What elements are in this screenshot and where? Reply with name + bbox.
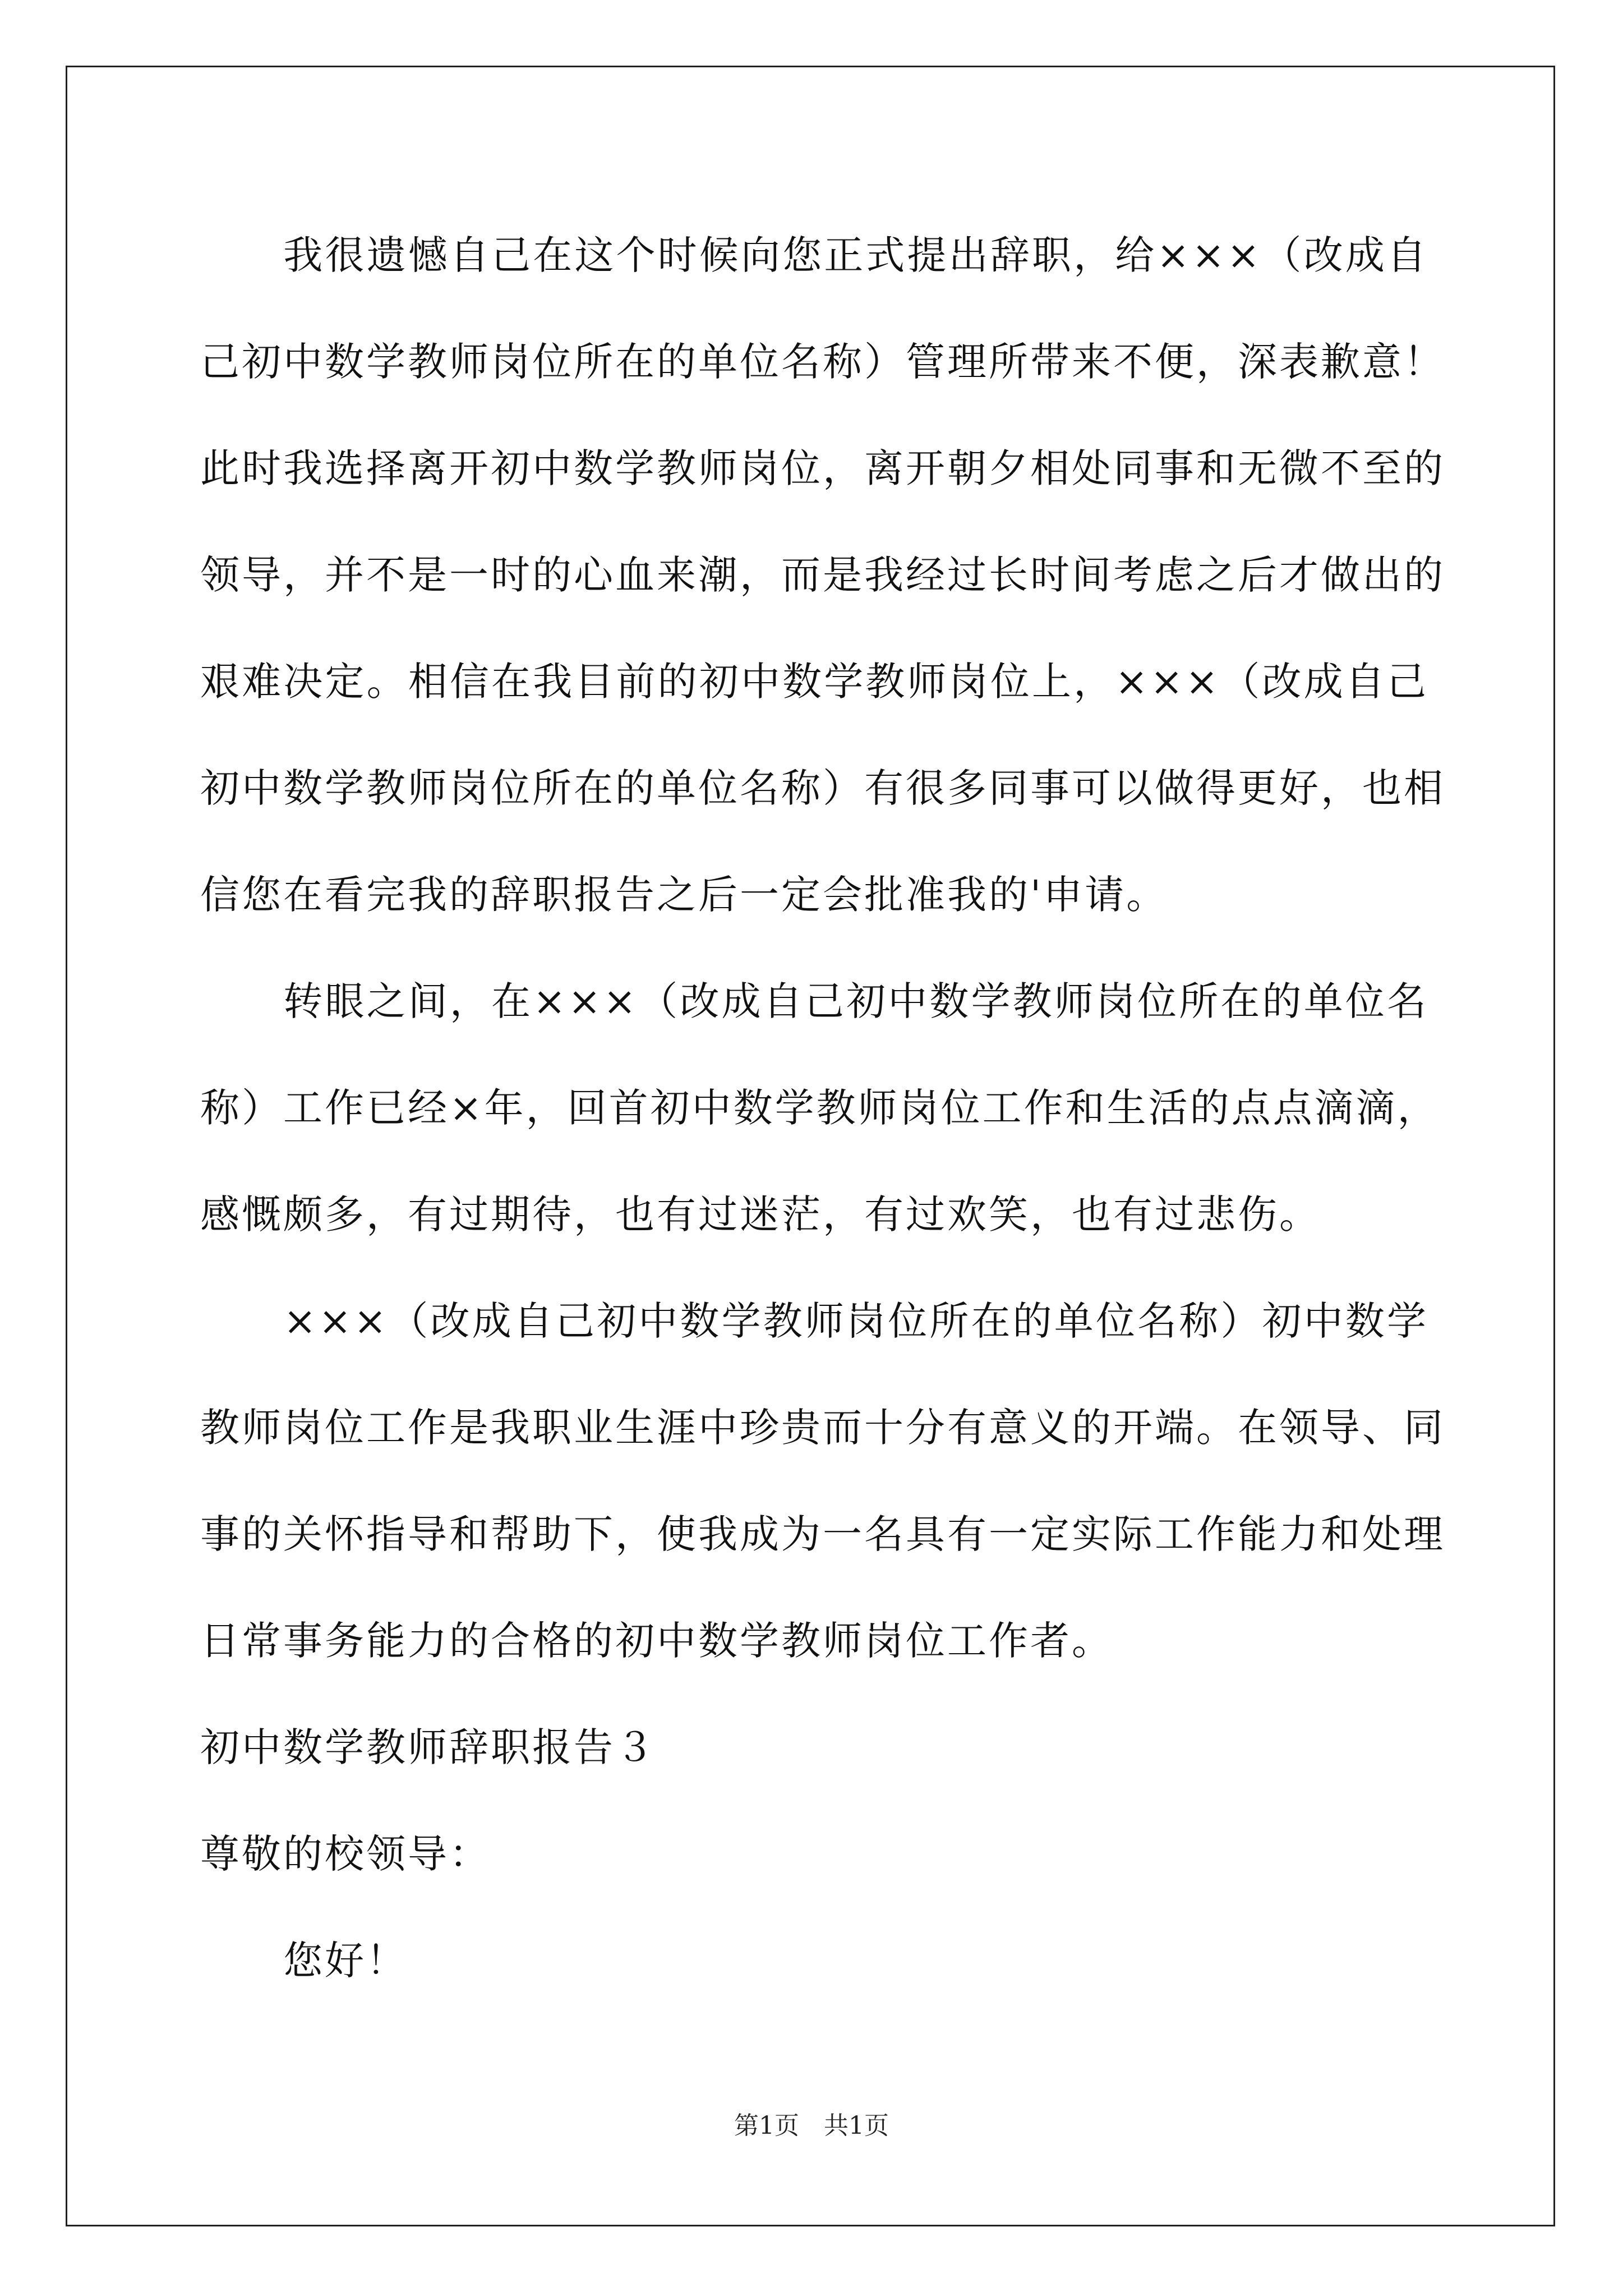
text-line: ×××（改成自己初中数学教师岗位所在的单位名称）初中数学 [200, 1298, 1428, 1344]
text-line: 艰难决定。相信在我目前的初中数学教师岗位上，×××（改成自己 [200, 659, 1428, 705]
text-line: 领导，并不是一时的心血来潮，而是我经过长时间考虑之后才做出的 [200, 552, 1445, 598]
salutation: 尊敬的校领导： [200, 1831, 491, 1877]
text-line: 事的关怀指导和帮助下，使我成为一名具有一定实际工作能力和处理 [200, 1511, 1445, 1557]
text-line: 初中数学教师岗位所在的单位名称）有很多同事可以做得更好，也相 [200, 765, 1445, 811]
page-footer: 第1页 共1页 [734, 2111, 889, 2140]
text-line: 转眼之间，在×××（改成自己初中数学教师岗位所在的单位名 [200, 978, 1428, 1024]
text-line: 我很遗憾自己在这个时候向您正式提出辞职，给×××（改成自 [200, 232, 1428, 278]
text-line: 称）工作已经×年，回首初中数学教师岗位工作和生活的点点滴滴， [200, 1085, 1439, 1131]
text-line: 感慨颇多，有过期待，也有过迷茫，有过欢笑，也有过悲伤。 [200, 1191, 1321, 1237]
text-line: 教师岗位工作是我职业生涯中珍贵而十分有意义的开端。在领导、同 [200, 1405, 1445, 1451]
text-line: 此时我选择离开初中数学教师岗位，离开朝夕相处同事和无微不至的 [200, 445, 1445, 491]
text-line: 己初中数学教师岗位所在的单位名称）管理所带来不便，深表歉意！ [200, 339, 1445, 385]
greeting: 您好！ [200, 1938, 408, 1984]
section-heading: 初中数学教师辞职报告３ [200, 1724, 657, 1770]
text-line: 日常事务能力的合格的初中数学教师岗位工作者。 [200, 1618, 1113, 1664]
text-line: 信您在看完我的辞职报告之后一定会批准我的'申请。 [200, 872, 1168, 918]
